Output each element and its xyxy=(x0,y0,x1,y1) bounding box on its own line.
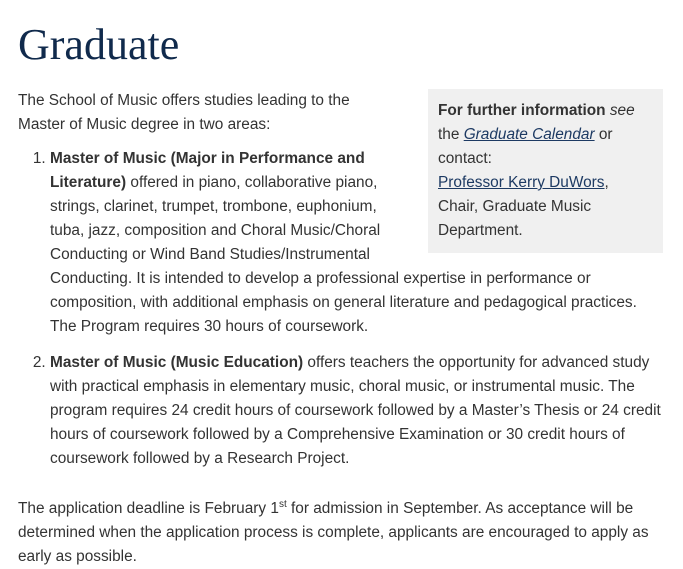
main-content xyxy=(18,89,663,569)
graduate-calendar-link[interactable]: Graduate Calendar xyxy=(463,126,595,143)
info-or-contact: or contact: xyxy=(438,126,613,167)
professor-link[interactable]: Professor Kerry DuWors xyxy=(438,174,605,191)
program-description: offered in piano, collaborative piano, strings, clarinet, trumpet, trombone, euphonium, tuba, jazz, composition and Choral Music/Choral Conducting or Wind Band Studies/Instrumental Conducting. It is intended to develop a professional expertise in performance or composition, with additional emphasis on general literature and pedagogical practices. The Program requires 30 hours of coursework. xyxy=(50,174,637,335)
list-item xyxy=(50,351,663,471)
program-title: Master of Music (Major in Performance and Literature) xyxy=(50,150,365,191)
deadline-text-after: for admission in September. As acceptance will be determined when the application process is complete, applicants are encouraged to apply as early as possible. xyxy=(18,500,649,565)
program-description: offers teachers the opportunity for advanced study with practical emphasis in elementary music, choral music, or instrumental music. The program requires 24 credit hours of coursework followed by a Master’s Thesis or 24 credit hours of coursework followed by a Comprehensive Examination or 30 credit hours of coursework followed by a Research Project. xyxy=(50,354,661,467)
info-comma: , xyxy=(604,174,609,191)
further-information-box xyxy=(428,89,663,253)
info-see: see xyxy=(609,102,635,119)
deadline-superscript: st xyxy=(278,498,287,510)
info-the-text: the xyxy=(438,126,460,143)
page-title: Graduate xyxy=(18,20,180,69)
deadline-text-before: The application deadline is February 1 xyxy=(18,500,279,517)
deadline-paragraph xyxy=(18,497,663,569)
info-role: Chair, Graduate Music Department. xyxy=(438,198,592,239)
program-title: Master of Music (Music Education) xyxy=(50,354,304,371)
info-lead: For further information xyxy=(438,102,606,119)
intro-paragraph: The School of Music offers studies leading to the Master of Music degree in two areas: xyxy=(18,92,350,133)
